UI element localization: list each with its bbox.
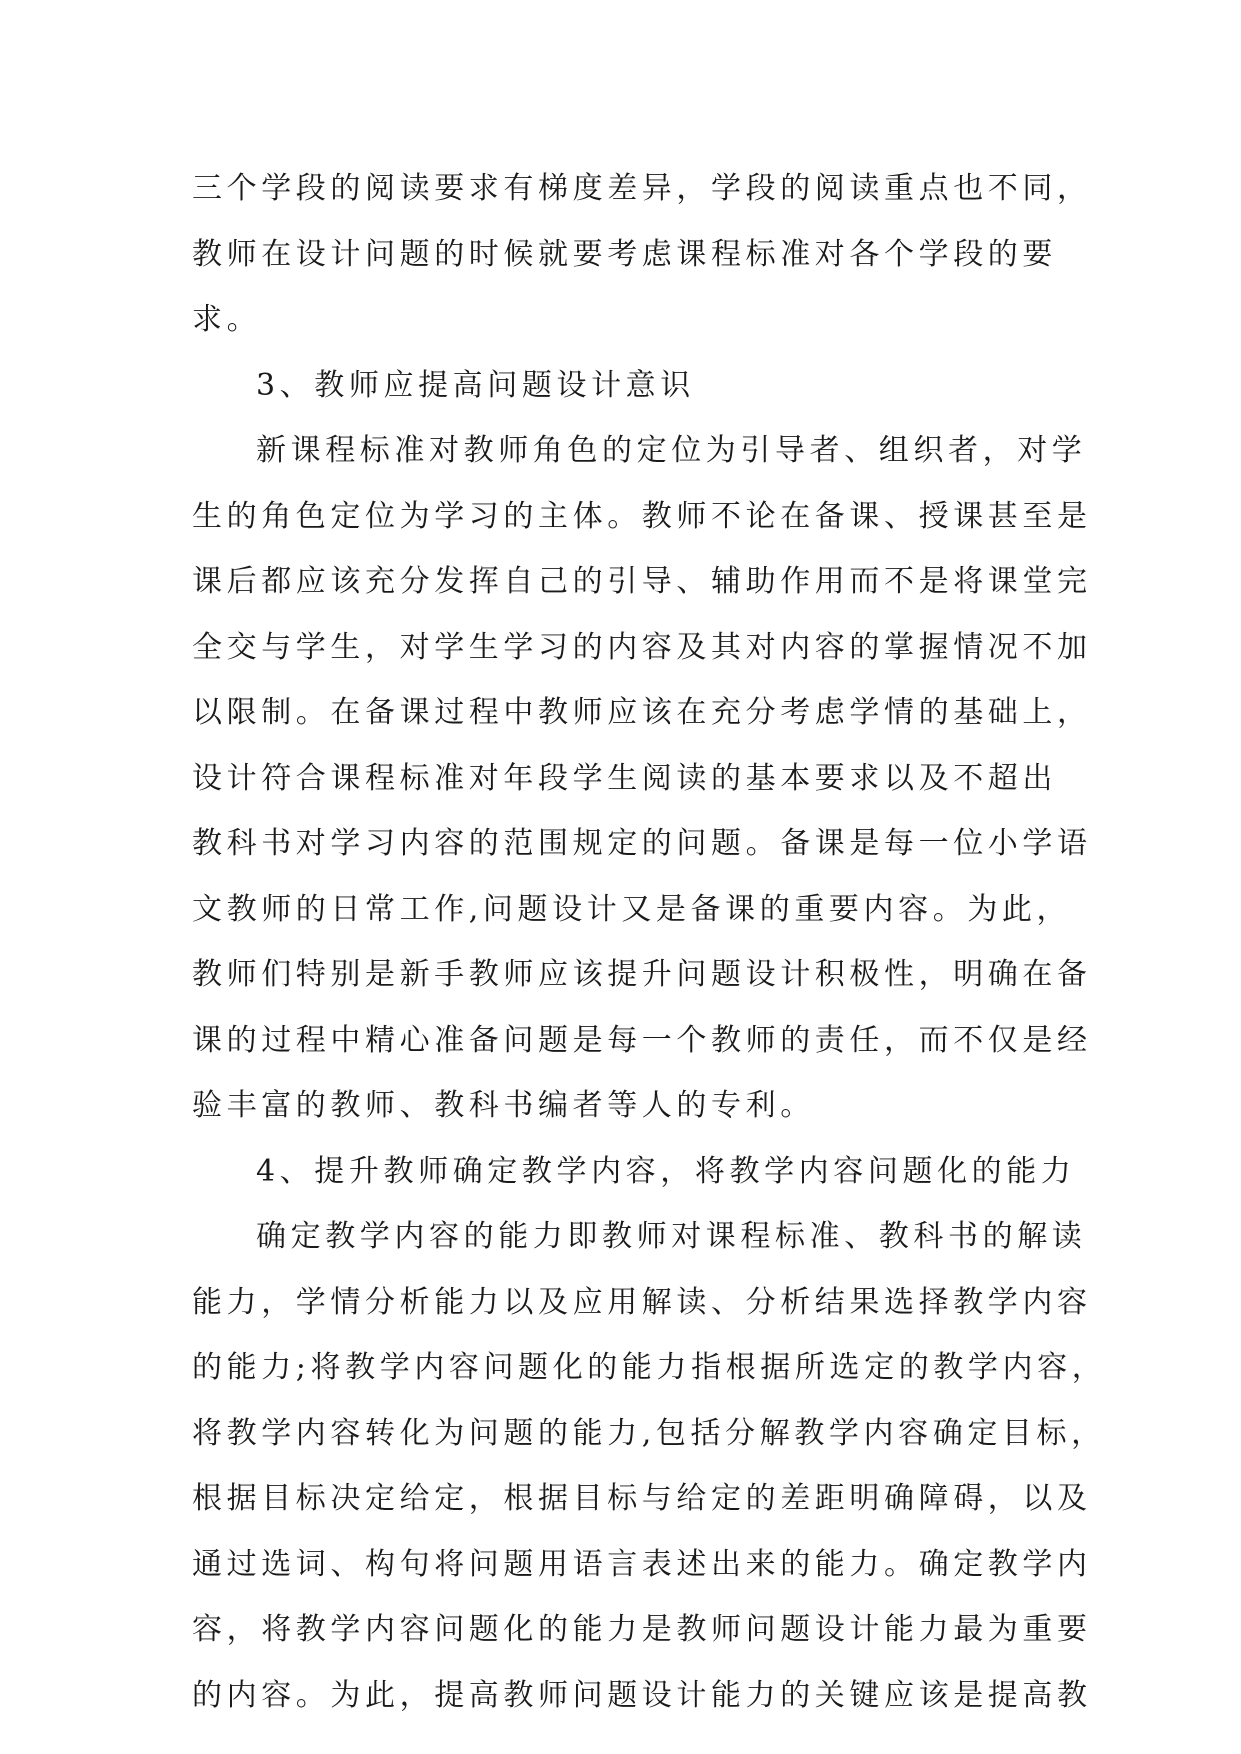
paragraph-first-line: 确定教学内容的能力即教师对课程标准、教科书的解读 <box>256 1219 1087 1254</box>
body-text-line: 教师们特别是新手教师应该提升问题设计积极性，明确在备 <box>192 957 1092 992</box>
body-text-line: 根据目标决定给定，根据目标与给定的差距明确障碍，以及 <box>192 1481 1092 1516</box>
body-text-line: 通过选词、构句将问题用语言表述出来的能力。确定教学内 <box>192 1546 1092 1582</box>
body-text-line: 设计符合课程标准对年段学生阅读的基本要求以及不超出 <box>192 760 1057 796</box>
body-text-line: 课的过程中精心准备问题是每一个教师的责任，而不仅是经 <box>192 1022 1092 1058</box>
body-text-line: 生的角色定位为学习的主体。教师不论在备课、授课甚至是 <box>192 498 1092 534</box>
body-text-line: 教科书对学习内容的范围规定的问题。备课是每一位小学语 <box>192 826 1092 861</box>
section-heading-3: 3、教师应提高问题设计意识 <box>256 367 695 403</box>
body-text-line: 能力，学情分析能力以及应用解读、分析结果选择教学内容 <box>192 1284 1092 1320</box>
body-text-line: 将教学内容转化为问题的能力,包括分解教学内容确定目标， <box>192 1415 1106 1451</box>
paragraph-first-line: 新课程标准对教师角色的定位为引导者、组织者，对学 <box>256 433 1087 468</box>
document-body <box>192 156 1107 1728</box>
body-text-line: 的能力;将教学内容问题化的能力指根据所选定的教学内容， <box>192 1350 1107 1385</box>
body-text-line: 以限制。在备课过程中教师应该在充分考虑学情的基础上， <box>192 695 1092 730</box>
body-text-line: 课后都应该充分发挥自己的引导、辅助作用而不是将课堂完 <box>192 564 1092 599</box>
body-text-line: 的内容。为此，提高教师问题设计能力的关键应该是提高教 <box>192 1677 1092 1713</box>
body-text-line: 求。 <box>192 302 262 337</box>
body-text-line: 验丰富的教师、教科书编者等人的专利。 <box>192 1088 815 1123</box>
body-text-line: 全交与学生，对学生学习的内容及其对内容的掌握情况不加 <box>192 629 1092 665</box>
body-text-line: 教师在设计问题的时候就要考虑课程标准对各个学段的要 <box>192 236 1057 272</box>
body-text-line: 三个学段的阅读要求有梯度差异，学段的阅读重点也不同， <box>192 171 1092 206</box>
body-text-line: 文教师的日常工作,问题设计又是备课的重要内容。为此， <box>192 891 1072 927</box>
body-text-line: 容，将教学内容问题化的能力是教师问题设计能力最为重要 <box>192 1612 1092 1647</box>
section-heading-4: 4、提升教师确定教学内容，将教学内容问题化的能力 <box>256 1153 1076 1189</box>
